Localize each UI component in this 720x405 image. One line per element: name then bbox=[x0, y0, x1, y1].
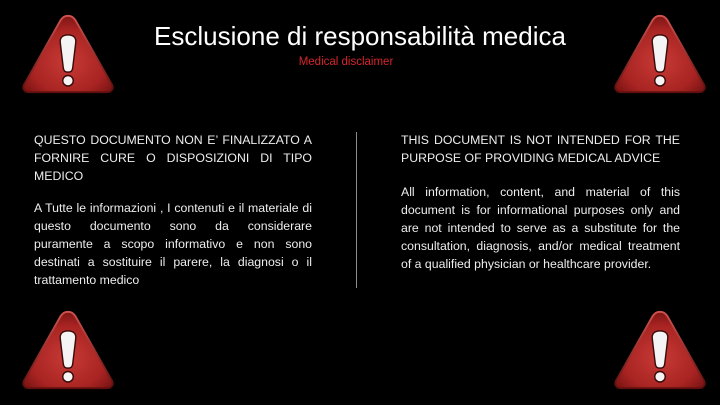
warning-triangle-icon bbox=[20, 308, 116, 392]
english-body: All information, content, and material of this document is for informational purposes only and are not intended to serve as a substitute for the consultation, diagnosis, and/or medical treatment of a qualified physician or healthcare provider. bbox=[401, 185, 680, 271]
slide-title: Esclusione di responsabilità medica bbox=[154, 21, 566, 51]
english-heading: THIS DOCUMENT IS NOT INTENDED FOR THE PURPOSE OF PROVIDING MEDICAL ADVICE bbox=[401, 133, 680, 165]
italian-body: A Tutte le informazioni , I contenuti e il materiale di questo documento sono da considerare puramente a scopo informativo e non sono destinati a sostituire il parere, la diagnosi o il trattamento medico bbox=[34, 201, 312, 287]
italian-disclaimer bbox=[34, 131, 312, 289]
column-divider bbox=[356, 132, 357, 288]
slide-subtitle: Medical disclaimer bbox=[298, 56, 394, 68]
italian-heading: QUESTO DOCUMENTO NON E’ FINALIZZATO A FORNIRE CURE O DISPOSIZIONI DI TIPO MEDICO bbox=[34, 133, 312, 183]
english-disclaimer bbox=[401, 131, 680, 273]
warning-triangle-icon bbox=[612, 308, 708, 392]
